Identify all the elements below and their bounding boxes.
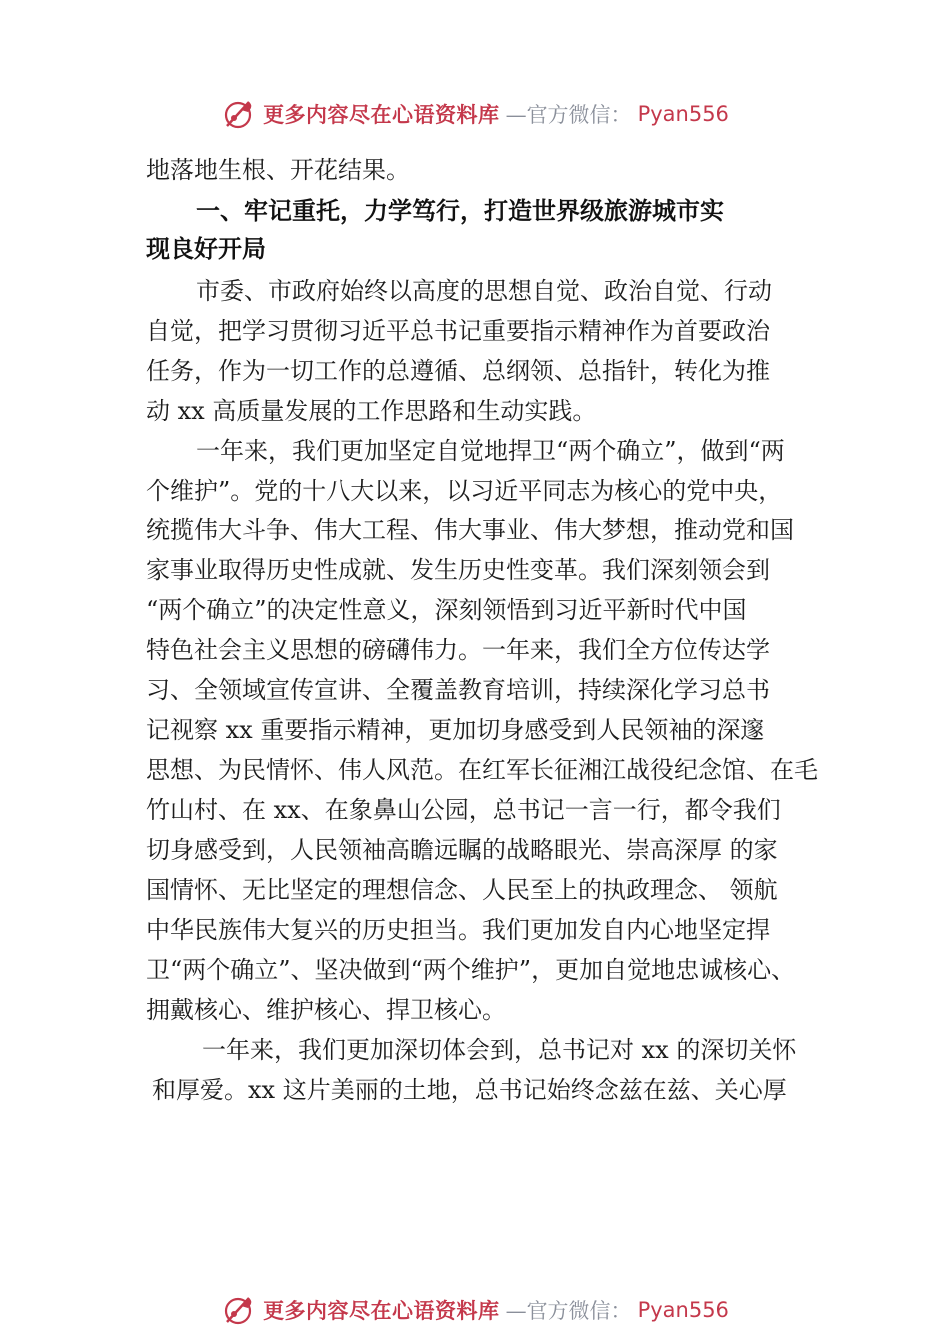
text-line: 切身感受到，人民领袖高瞻远瞩的战略眼光、崇高深厚 的家 [146, 836, 778, 864]
text-line: 特色社会主义思想的磅礴伟力。一年来，我们全方位传达学 [146, 636, 770, 664]
text-line: 个维护”。党的十八大以来，以习近平同志为核心的党中央， [146, 477, 783, 505]
quill-logo-icon [221, 1292, 257, 1328]
text-line: 记视察 xx 重要指示精神，更加切身感受到人民领袖的深邃 [146, 716, 765, 744]
text-line: 地落地生根、开花结果。 [146, 156, 410, 184]
banner-brand: 更多内容尽在心语资料库 [263, 102, 500, 127]
banner-handle: Pyan556 [637, 102, 729, 126]
banner-separator: —官方微信： [505, 103, 632, 127]
text-line: 任务，作为一切工作的总遵循、总纲领、总指针，转化为推 [146, 357, 770, 385]
text-line: 习、全领域宣传宣讲、全覆盖教育培训，持续深化学习总书 [146, 676, 770, 704]
text-line: 自觉，把学习贯彻习近平总书记重要指示精神作为首要政治 [146, 317, 770, 345]
text-line: 卫“两个确立”、坚决做到“两个维护”，更加自觉地忠诚核心、 [146, 956, 796, 984]
text-line: 思想、为民情怀、伟人风范。在红军长征湘江战役纪念馆、在毛 [146, 756, 818, 784]
text-line: 家事业取得历史性成就、发生历史性变革。我们深刻领会到 [146, 556, 770, 584]
text-line: 市委、市政府始终以高度的思想自觉、政治自觉、行动 [196, 277, 772, 305]
text-line: 竹山村、在 xx、在象鼻山公园，总书记一言一行，都令我们 [146, 796, 781, 824]
text-line: 国情怀、无比坚定的理想信念、人民至上的执政理念、 领航 [146, 876, 778, 904]
text-line: 动 xx 高质量发展的工作思路和生动实践。 [146, 397, 597, 425]
banner-handle: Pyan556 [637, 1298, 729, 1322]
banner-brand: 更多内容尽在心语资料库 [263, 1298, 500, 1323]
header-banner [0, 94, 950, 134]
text-line: 统揽伟大斗争、伟大工程、伟大事业、伟大梦想，推动党和国 [146, 516, 794, 544]
banner-separator: —官方微信： [505, 1299, 632, 1323]
text-line: 和厚爱。xx 这片美丽的土地，总书记始终念兹在兹、关心厚 [152, 1076, 787, 1104]
text-line: 一年来，我们更加深切体会到，总书记对 xx 的深切关怀 [202, 1036, 797, 1064]
section-heading: 一、牢记重托，力学笃行，打造世界级旅游城市实 [196, 197, 724, 225]
text-line: 一年来，我们更加坚定自觉地捍卫“两个确立”，做到“两 [196, 437, 785, 465]
text-line: 中华民族伟大复兴的历史担当。我们更加发自内心地坚定捍 [146, 916, 770, 944]
text-line: “两个确立”的决定性意义，深刻领悟到习近平新时代中国 [146, 596, 747, 624]
section-heading-cont: 现良好开局 [146, 235, 266, 263]
quill-logo-icon [221, 96, 257, 132]
text-line: 拥戴核心、维护核心、捍卫核心。 [146, 996, 506, 1024]
footer-banner [0, 1290, 950, 1330]
